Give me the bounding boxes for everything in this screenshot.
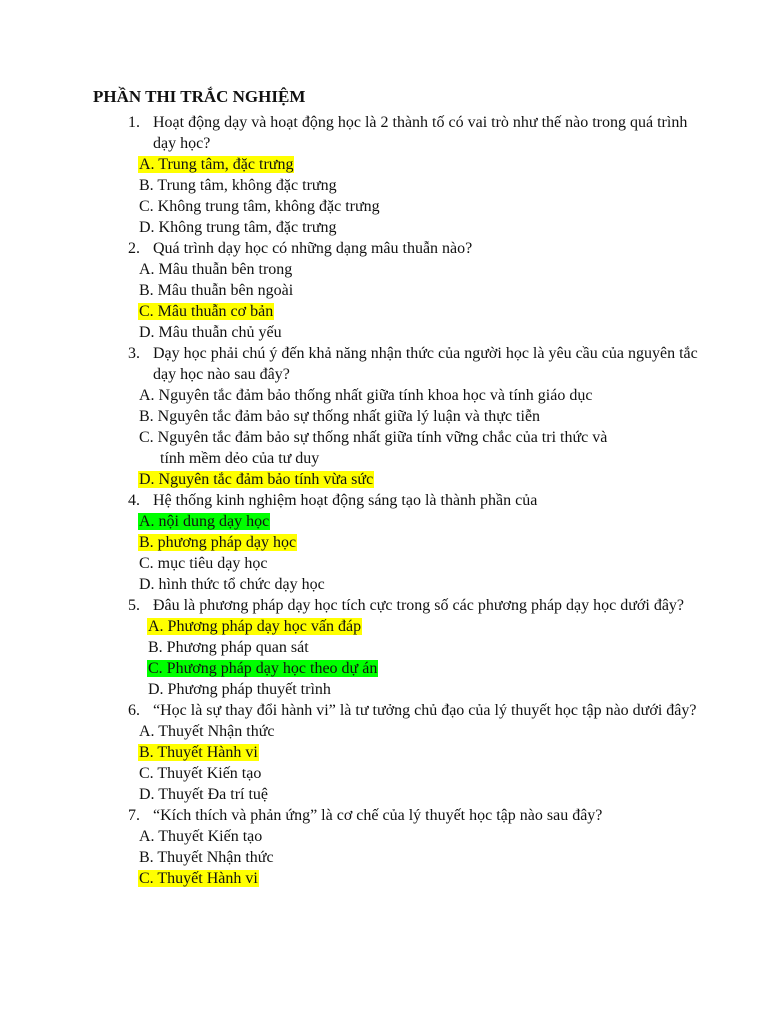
answer-option [0, 826, 768, 847]
answer-text: B. Mâu thuẫn bên ngoài [139, 282, 294, 299]
question-body: “Học là sự thay đổi hành vi” là tư tưởng chủ đạo của lý thuyết học tập nào dưới đây? [153, 702, 697, 719]
question-text [0, 595, 768, 616]
answer-option [0, 385, 768, 406]
answer-option [0, 301, 768, 322]
answer-text-continued: tính mềm dẻo của tư duy [160, 450, 320, 467]
answer-option [0, 175, 768, 196]
answer-option [0, 427, 768, 469]
highlighted-answer: D. Nguyên tắc đảm bảo tính vừa sức [139, 471, 374, 488]
question-number: 4. [128, 492, 140, 509]
highlighted-answer: A. Trung tâm, đặc trưng [139, 156, 294, 173]
answer-option [0, 616, 768, 637]
answer-option [0, 847, 768, 868]
quiz-list [0, 112, 768, 889]
question-number: 5. [128, 597, 140, 614]
question-text [0, 490, 768, 511]
question-block [0, 112, 768, 238]
question-number: 2. [128, 240, 140, 257]
answer-option [0, 196, 768, 217]
answer-option [0, 679, 768, 700]
answer-option [0, 154, 768, 175]
answer-option [0, 469, 768, 490]
answer-option [0, 784, 768, 805]
answer-option [0, 322, 768, 343]
question-block [0, 805, 768, 889]
answer-option [0, 553, 768, 574]
highlighted-answer: C. Phương pháp dạy học theo dự án [148, 660, 378, 677]
question-body: Quá trình dạy học có những dạng mâu thuẫn nào? [153, 240, 473, 257]
highlighted-answer: C. Mâu thuẫn cơ bản [139, 303, 274, 320]
answer-text: D. hình thức tổ chức dạy học [139, 576, 325, 593]
answer-option [0, 868, 768, 889]
answer-option [0, 574, 768, 595]
answer-option [0, 259, 768, 280]
question-block [0, 343, 768, 490]
question-body: Đâu là phương pháp dạy học tích cực trong số các phương pháp dạy học dưới đây? [153, 597, 685, 614]
answer-option [0, 763, 768, 784]
answer-text: C. Nguyên tắc đảm bảo sự thống nhất giữa tính vững chắc của tri thức và [139, 429, 608, 446]
question-text [0, 112, 768, 154]
answer-text: A. Thuyết Nhận thức [139, 723, 275, 740]
answer-text: D. Thuyết Đa trí tuệ [139, 786, 269, 803]
question-block [0, 490, 768, 595]
highlighted-answer: A. nội dung dạy học [139, 513, 270, 530]
highlighted-answer: C. Thuyết Hành vi [139, 870, 258, 887]
question-number: 3. [128, 345, 140, 362]
answer-option [0, 658, 768, 679]
answer-text: A. Thuyết Kiến tạo [139, 828, 263, 845]
question-number: 6. [128, 702, 140, 719]
question-number: 1. [128, 114, 140, 131]
question-block [0, 595, 768, 700]
answer-text: B. Phương pháp quan sát [148, 639, 309, 656]
question-block [0, 700, 768, 805]
question-number: 7. [128, 807, 140, 824]
question-text [0, 700, 768, 721]
highlighted-answer: B. Thuyết Hành vi [139, 744, 258, 761]
answer-text: D. Mâu thuẫn chủ yếu [139, 324, 282, 341]
answer-text: D. Phương pháp thuyết trình [148, 681, 331, 698]
answer-option [0, 217, 768, 238]
page-title: PHẦN THI TRẮC NGHIỆM [93, 87, 306, 106]
answer-option [0, 406, 768, 427]
question-body: Dạy học phải chú ý đến khả năng nhận thức của người học là yêu cầu của nguyên tắc dạy học nào sau đây? [153, 345, 698, 383]
answer-text: C. Không trung tâm, không đặc trưng [139, 198, 380, 215]
question-block [0, 238, 768, 343]
question-text [0, 805, 768, 826]
answer-text: C. mục tiêu dạy học [139, 555, 268, 572]
answer-text: B. Trung tâm, không đặc trưng [139, 177, 337, 194]
question-text [0, 343, 768, 385]
answer-option [0, 721, 768, 742]
answer-text: C. Thuyết Kiến tạo [139, 765, 262, 782]
answer-option [0, 742, 768, 763]
answer-option [0, 637, 768, 658]
highlighted-answer: B. phương pháp dạy học [139, 534, 297, 551]
question-body: Hệ thống kinh nghiệm hoạt động sáng tạo là thành phần của [153, 492, 538, 509]
question-text [0, 238, 768, 259]
answer-text: A. Nguyên tắc đảm bảo thống nhất giữa tính khoa học và tính giáo dục [139, 387, 593, 404]
answer-text: D. Không trung tâm, đặc trưng [139, 219, 337, 236]
question-body: Hoạt động dạy và hoạt động học là 2 thành tố có vai trò như thế nào trong quá trình dạy học? [153, 114, 688, 152]
answer-option [0, 280, 768, 301]
answer-option [0, 511, 768, 532]
question-body: “Kích thích và phản ứng” là cơ chế của lý thuyết học tập nào sau đây? [153, 807, 603, 824]
answer-text: B. Thuyết Nhận thức [139, 849, 274, 866]
answer-text: B. Nguyên tắc đảm bảo sự thống nhất giữa lý luận và thực tiễn [139, 408, 541, 425]
answer-text: A. Mâu thuẫn bên trong [139, 261, 293, 278]
highlighted-answer: A. Phương pháp dạy học vấn đáp [148, 618, 362, 635]
answer-option [0, 532, 768, 553]
